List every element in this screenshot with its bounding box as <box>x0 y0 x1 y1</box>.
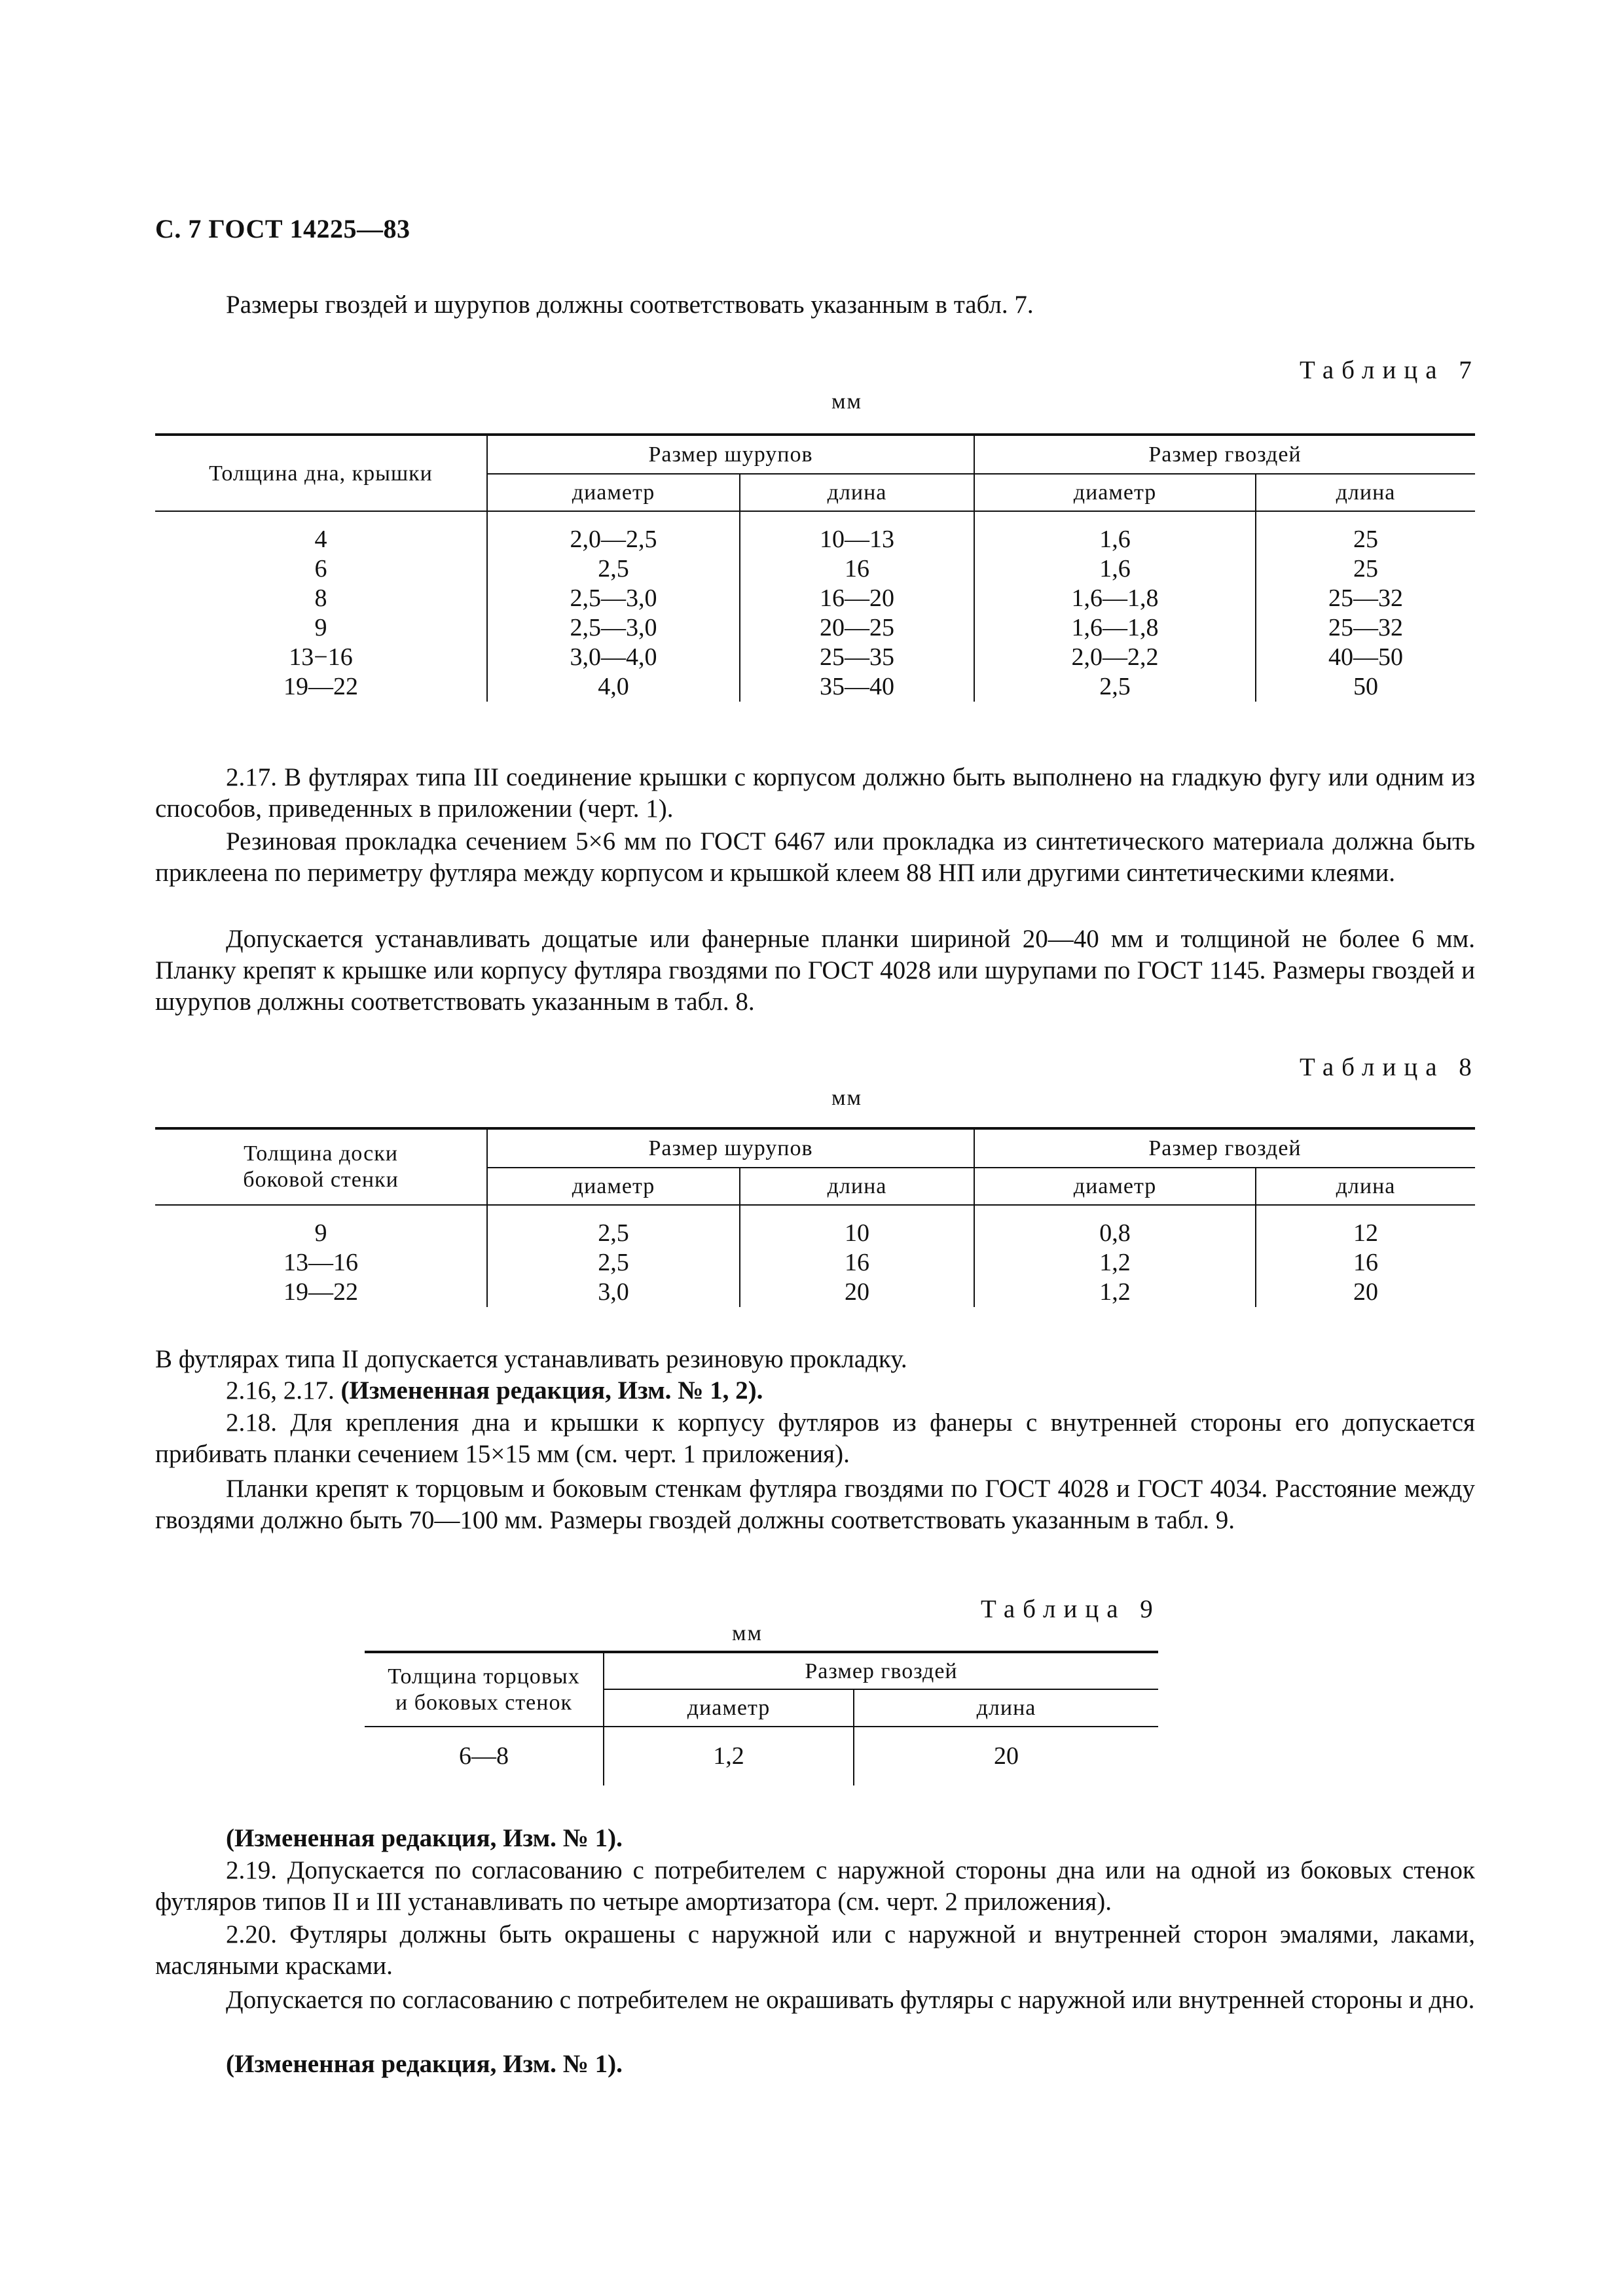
table-cell: 16 <box>1353 1249 1378 1276</box>
table7 <box>155 433 1475 702</box>
table-cell: 6—8 <box>459 1742 509 1770</box>
table-cell: 2,0—2,5 <box>570 526 657 553</box>
table9-unit: мм <box>732 1621 763 1645</box>
paragraph-2-16-2-17-revision: (Измененная редакция, Изм. № 1, 2). <box>340 1376 763 1405</box>
table8-col1 <box>155 1205 487 1307</box>
table-cell: 25 <box>1353 555 1378 583</box>
table-cell: 25—32 <box>1328 614 1403 641</box>
table-cell: 20 <box>1353 1278 1378 1306</box>
table8-col3 <box>740 1205 974 1307</box>
table-cell: 2,5 <box>1099 673 1131 700</box>
table7-col-thickness: Толщина дна, крышки <box>155 435 487 511</box>
table9 <box>365 1651 1158 1785</box>
table9-col-thickness <box>365 1652 604 1727</box>
table-cell: 13−16 <box>289 643 353 671</box>
table-cell: 3,0—4,0 <box>570 643 657 671</box>
table9-col-thickness-line1: Толщина торцовых <box>388 1664 580 1689</box>
table-cell: 0,8 <box>1099 1219 1131 1247</box>
table-cell: 1,6 <box>1099 526 1131 553</box>
table-cell: 1,6—1,8 <box>1071 614 1159 641</box>
table9-group-nails: Размер гвоздей <box>604 1652 1158 1689</box>
paragraph-2-18: 2.18. Для крепления дна и крышки к корпусу футляров из фанеры с внутренней стороны его допускается прибивать планки сечением 15×15 мм (см. черт. 1 приложения). <box>155 1408 1475 1468</box>
table-cell: 25—32 <box>1328 584 1403 612</box>
paragraph-planks2: Планки крепят к торцовым и боковым стенкам футляра гвоздями по ГОСТ 4028 и ГОСТ 4034. Расстояние между гвоздями должно быть 70—100 мм. Размеры гвоздей должны соответствовать указанным в табл. 9. <box>155 1475 1475 1534</box>
table8-group-screws: Размер шурупов <box>487 1128 974 1168</box>
table-cell: 25—35 <box>820 643 894 671</box>
table-cell: 50 <box>1353 673 1378 700</box>
table-cell: 2,5—3,0 <box>570 584 657 612</box>
table7-col2 <box>487 511 740 702</box>
table-cell: 4 <box>314 526 327 553</box>
table8-unit: мм <box>831 1086 863 1110</box>
table-cell: 20 <box>845 1278 869 1306</box>
table7-col5 <box>1256 511 1475 702</box>
table-cell: 2,5 <box>598 1219 629 1247</box>
table-cell: 25 <box>1353 526 1378 553</box>
table7-col3 <box>740 511 974 702</box>
table-cell: 1,2 <box>604 1727 854 1785</box>
table-cell: 20—25 <box>820 614 894 641</box>
table8-sub-length-screws: длина <box>740 1168 974 1205</box>
table8-sub-length-nails: длина <box>1256 1168 1475 1205</box>
table7-group-screws: Размер шурупов <box>487 435 974 474</box>
table9-sub-length: длина <box>854 1689 1158 1727</box>
revision-note-1: (Измененная редакция, Изм. № 1). <box>226 1824 623 1852</box>
table-cell: 20 <box>854 1727 1158 1785</box>
table-cell: 13—16 <box>283 1249 358 1276</box>
table-cell: 2,0—2,2 <box>1071 643 1159 671</box>
table8-col2 <box>487 1205 740 1307</box>
table-cell: 35—40 <box>820 673 894 700</box>
paragraph-2-19: 2.19. Допускается по согласованию с потребителем с наружной стороны дна или на одной из боковых стенок футляров типов II и III устанавливать по четыре амортизатора (см. черт. 2 приложения). <box>155 1856 1475 1916</box>
table-cell: 2,5 <box>598 555 629 583</box>
table-cell: 16 <box>845 555 869 583</box>
table7-col1 <box>155 511 487 702</box>
table-cell: 1,2 <box>1099 1278 1131 1306</box>
paragraph-type2: В футлярах типа II допускается устанавливать резиновую прокладку. <box>155 1345 907 1373</box>
table7-sub-length-screws: длина <box>740 474 974 511</box>
table8-sub-diameter-screws: диаметр <box>487 1168 740 1205</box>
table8-col-thickness <box>155 1128 487 1205</box>
table7-sub-diameter-nails: диаметр <box>974 474 1256 511</box>
table9-caption: Таблица 9 <box>981 1595 1161 1623</box>
table7-caption: Таблица 7 <box>1300 356 1480 384</box>
table8-col-thickness-line2: боковой стенки <box>243 1168 399 1192</box>
table8-col-thickness-line1: Толщина доски <box>244 1141 398 1166</box>
table7-sub-length-nails: длина <box>1256 474 1475 511</box>
paragraph-2-20: 2.20. Футляры должны быть окрашены с наружной или с наружной и внутренней сторон эмалями, лаками, масляными красками. <box>155 1920 1475 1980</box>
table-cell: 40—50 <box>1328 643 1403 671</box>
paragraph-2-17: 2.17. В футлярах типа III соединение крышки с корпусом должно быть выполнено на гладкую фугу или одним из способов, приведенных в приложении (черт. 1). <box>155 763 1475 823</box>
table-cell: 10—13 <box>820 526 894 553</box>
table-cell: 19—22 <box>283 1278 358 1306</box>
revision-note-2: (Измененная редакция, Изм. № 1). <box>226 2050 623 2078</box>
table8-caption: Таблица 8 <box>1300 1053 1480 1081</box>
table7-sub-diameter-screws: диаметр <box>487 474 740 511</box>
paragraph-paint: Допускается по согласованию с потребителем не окрашивать футляры с наружной или внутренней стороны и дно. <box>226 1986 1475 2014</box>
paragraph-gasket: Резиновая прокладка сечением 5×6 мм по ГОСТ 6467 или прокладка из синтетического материала должна быть приклеена по периметру футляра между корпусом и крышкой клеем 88 НП или другими синтетическими клеями. <box>155 827 1475 887</box>
table-cell: 2,5 <box>598 1249 629 1276</box>
table-cell: 9 <box>314 614 327 641</box>
table-cell: 1,6 <box>1099 555 1131 583</box>
table-cell: 9 <box>314 1219 327 1247</box>
table-cell: 16 <box>845 1249 869 1276</box>
table-cell: 16—20 <box>820 584 894 612</box>
table9-sub-diameter: диаметр <box>604 1689 854 1727</box>
page-header: С. 7 ГОСТ 14225—83 <box>155 214 410 243</box>
table8-col5 <box>1256 1205 1475 1307</box>
intro-paragraph: Размеры гвоздей и шурупов должны соответствовать указанным в табл. 7. <box>226 291 1034 319</box>
table9-col-thickness-line2: и боковых стенок <box>395 1690 572 1715</box>
table8-sub-diameter-nails: диаметр <box>974 1168 1256 1205</box>
table-cell: 12 <box>1353 1219 1378 1247</box>
table-cell: 4,0 <box>598 673 629 700</box>
paragraph-2-16-2-17 <box>155 1375 1475 1407</box>
table7-group-nails: Размер гвоздей <box>974 435 1475 474</box>
table-cell: 8 <box>314 584 327 612</box>
table8 <box>155 1127 1475 1307</box>
table-cell: 6 <box>314 555 327 583</box>
paragraph-planks: Допускается устанавливать дощатые или фанерные планки шириной 20—40 мм и толщиной не более 6 мм. Планку крепят к крышке или корпусу футляра гвоздями по ГОСТ 4028 или шурупами по ГОСТ 1145. Размеры гвоздей и шурупов должны соответствовать указанным в табл. 8. <box>155 925 1475 1016</box>
table-cell: 1,2 <box>1099 1249 1131 1276</box>
table7-col4 <box>974 511 1256 702</box>
table-cell: 2,5—3,0 <box>570 614 657 641</box>
table8-col4 <box>974 1205 1256 1307</box>
table-cell: 10 <box>845 1219 869 1247</box>
table7-unit: мм <box>831 389 863 414</box>
table-cell: 1,6—1,8 <box>1071 584 1159 612</box>
paragraph-2-16-2-17-prefix: 2.16, 2.17. <box>226 1376 341 1405</box>
table-cell: 3,0 <box>598 1278 629 1306</box>
table-cell: 19—22 <box>283 673 358 700</box>
table8-group-nails: Размер гвоздей <box>974 1128 1475 1168</box>
